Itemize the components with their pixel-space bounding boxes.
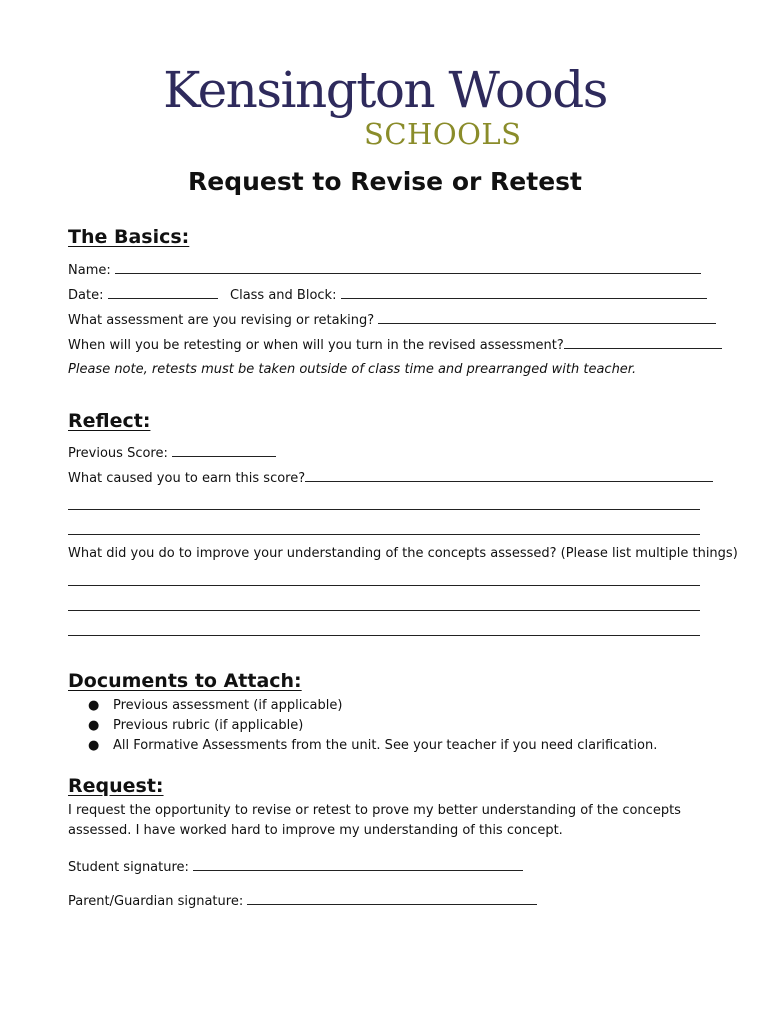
reflect-heading: Reflect: xyxy=(68,410,151,432)
assessment-field[interactable] xyxy=(378,311,716,324)
documents-heading: Documents to Attach: xyxy=(68,670,302,692)
cause-answer-line[interactable] xyxy=(68,534,700,535)
date-class-row xyxy=(68,286,707,305)
student-signature-field[interactable] xyxy=(193,858,523,871)
improve-answer-line[interactable] xyxy=(68,585,700,586)
cause-field[interactable] xyxy=(305,469,713,482)
class-block-label: Class and Block: xyxy=(230,288,337,303)
assessment-row xyxy=(68,311,716,330)
student-signature-label: Student signature: xyxy=(68,860,189,875)
cause-label: What caused you to earn this score? xyxy=(68,471,306,486)
list-item: ● Previous assessment (if applicable) xyxy=(88,696,657,716)
bullet-icon: ● xyxy=(88,738,100,753)
when-label: When will you be retesting or when will you turn in the revised assessment? xyxy=(68,338,564,353)
school-logo xyxy=(0,61,770,151)
date-label: Date: xyxy=(68,288,104,303)
name-row xyxy=(68,261,701,280)
parent-signature-field[interactable] xyxy=(247,892,537,905)
bullet-icon: ● xyxy=(88,698,100,713)
logo-subtitle: SCHOOLS xyxy=(364,117,522,151)
improve-answer-line[interactable] xyxy=(68,610,700,611)
logo-wordmark: Kensington Woods xyxy=(163,61,607,119)
cause-row xyxy=(68,469,713,488)
improve-label: What did you do to improve your understanding of the concepts assessed? (Please list multiple things) xyxy=(68,546,738,561)
request-heading: Request: xyxy=(68,775,164,797)
request-text: I request the opportunity to revise or retest to prove my better understanding of the concepts assessed. I have worked hard to improve my understanding of this concept. xyxy=(68,803,681,838)
list-item: ● Previous rubric (if applicable) xyxy=(88,716,657,736)
assessment-label: What assessment are you revising or retaking? xyxy=(68,313,375,328)
name-field[interactable] xyxy=(115,261,701,274)
name-label: Name: xyxy=(68,263,111,278)
when-field[interactable] xyxy=(564,336,722,349)
student-signature-row xyxy=(68,858,523,877)
previous-score-row xyxy=(68,444,276,463)
page-title: Request to Revise or Retest xyxy=(188,167,582,196)
class-block-field[interactable] xyxy=(341,286,707,299)
documents-list xyxy=(88,696,657,756)
cause-answer-line[interactable] xyxy=(68,509,700,510)
bullet-icon: ● xyxy=(88,718,100,733)
parent-signature-label: Parent/Guardian signature: xyxy=(68,894,244,909)
retest-note: Please note, retests must be taken outside of class time and prearranged with teacher. xyxy=(68,362,637,377)
date-field[interactable] xyxy=(108,286,218,299)
previous-score-label: Previous Score: xyxy=(68,446,168,461)
previous-score-field[interactable] xyxy=(172,444,276,457)
improve-answer-line[interactable] xyxy=(68,635,700,636)
when-row xyxy=(68,336,722,355)
basics-heading: The Basics: xyxy=(68,226,190,248)
list-item: ● All Formative Assessments from the unit. See your teacher if you need clarification. xyxy=(88,736,657,756)
parent-signature-row xyxy=(68,892,537,911)
